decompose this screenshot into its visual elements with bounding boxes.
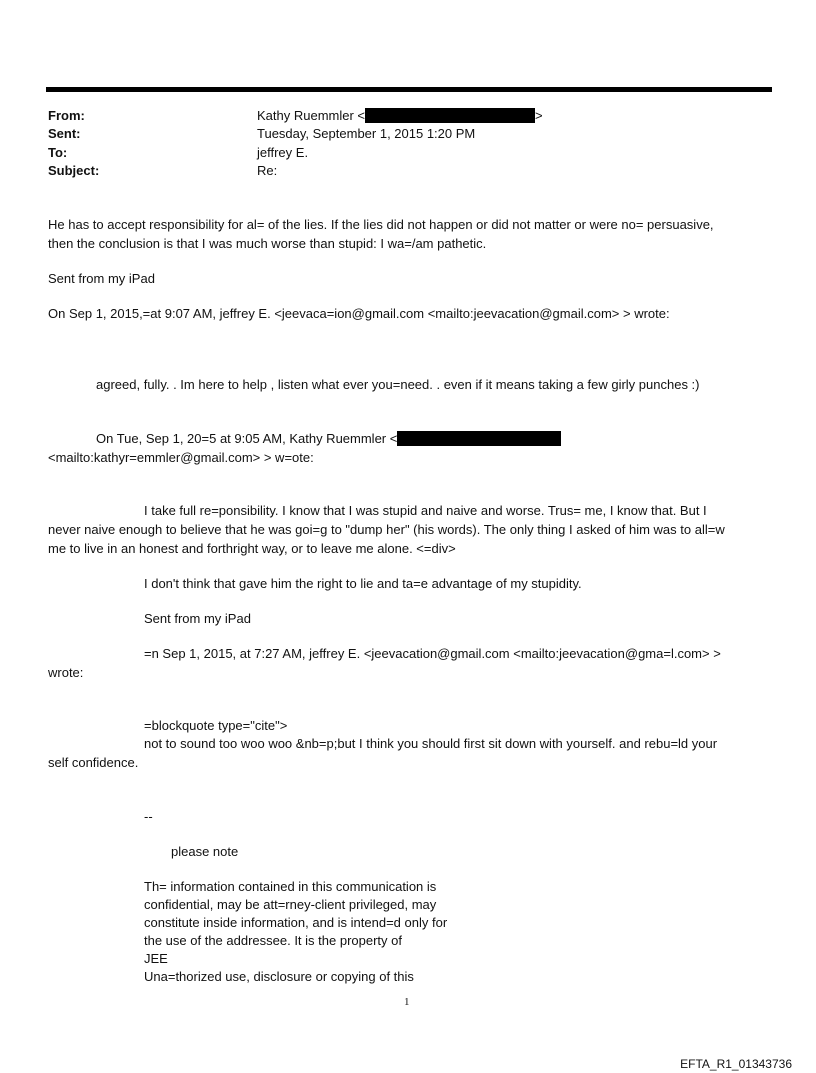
from-tail: > [535, 108, 543, 123]
quote-attribution-line: <mailto:kathyr=emmler@gmail.com> > w=ote: [48, 450, 314, 465]
quote-attribution: =n Sep 1, 2015, at 7:27 AM, jeffrey E. <jeevacation@gmail.com <mailto:jeevacation@gma=l.com> > [144, 646, 721, 661]
signature-separator: -- [144, 809, 153, 824]
quote-attribution: On Sep 1, 2015,=at 9:07 AM, jeffrey E. <jeevaca=ion@gmail.com <mailto:jeevacation@gmail.com> > wrote: [48, 306, 670, 321]
disclaimer-line: constitute inside information, and is intend=d only for [144, 915, 448, 930]
redaction-bar [397, 431, 561, 446]
body-paragraph-line: then the conclusion is that I was much worse than stupid: I wa=/am pathetic. [48, 236, 487, 251]
from-label: From: [48, 108, 85, 123]
redaction-bar [365, 108, 535, 123]
disclaimer-line: confidential, may be att=rney-client privileged, may [144, 897, 437, 912]
please-note: please note [171, 844, 239, 859]
body-paragraph-line: He has to accept responsibility for al= of the lies. If the lies did not happen or did not matter or were no= persuasive, [48, 217, 714, 232]
disclaimer-line: JEE [144, 951, 168, 966]
body-paragraph-line: never naive enough to believe that he was goi=g to "dump her" (his words). The only thing I asked of him was to all=w [48, 522, 725, 537]
html-artifact: =blockquote type="cite"> [144, 718, 288, 733]
sent-value: Tuesday, September 1, 2015 1:20 PM [257, 126, 476, 141]
header-rule [46, 87, 772, 92]
body-paragraph-line: I take full re=ponsibility. I know that I was stupid and naive and worse. Trus= me, I know that. But I [144, 503, 707, 518]
to-label: To: [48, 145, 68, 160]
body-paragraph-line: me to live in an honest and forthright way, or to leave me alone. <=div> [48, 541, 456, 556]
sent-from-ipad: Sent from my iPad [144, 611, 251, 626]
body-paragraph-line: not to sound too woo woo &nb=p;but I think you should first sit down with yourself. and rebu=ld your [144, 736, 718, 751]
subject-label: Subject: [48, 163, 100, 178]
disclaimer-line: Una=thorized use, disclosure or copying of this [144, 969, 414, 984]
page-number: 1 [404, 996, 410, 1008]
quote-attribution-line: wrote: [48, 665, 84, 680]
attribution-text: On Tue, Sep 1, 20=5 at 9:05 AM, Kathy Ruemmler < [96, 431, 398, 446]
body-paragraph-line: I don't think that gave him the right to lie and ta=e advantage of my stupidity. [144, 576, 582, 591]
reply-text: agreed, fully. . Im here to help , listen what ever you=need. . even if it means taking a few girly punches :) [96, 377, 700, 392]
sent-from-ipad: Sent from my iPad [48, 271, 155, 286]
to-value: jeffrey E. [257, 145, 309, 160]
body-paragraph-line: self confidence. [48, 755, 139, 770]
disclaimer-line: the use of the addressee. It is the property of [144, 933, 402, 948]
from-value [257, 108, 543, 123]
subject-value: Re: [257, 163, 278, 178]
disclaimer-line: Th= information contained in this communication is [144, 879, 437, 894]
from-name: Kathy Ruemmler < [257, 108, 366, 123]
sent-label: Sent: [48, 126, 81, 141]
document-id: EFTA_R1_01343736 [680, 1057, 792, 1071]
quote-attribution [96, 431, 561, 446]
